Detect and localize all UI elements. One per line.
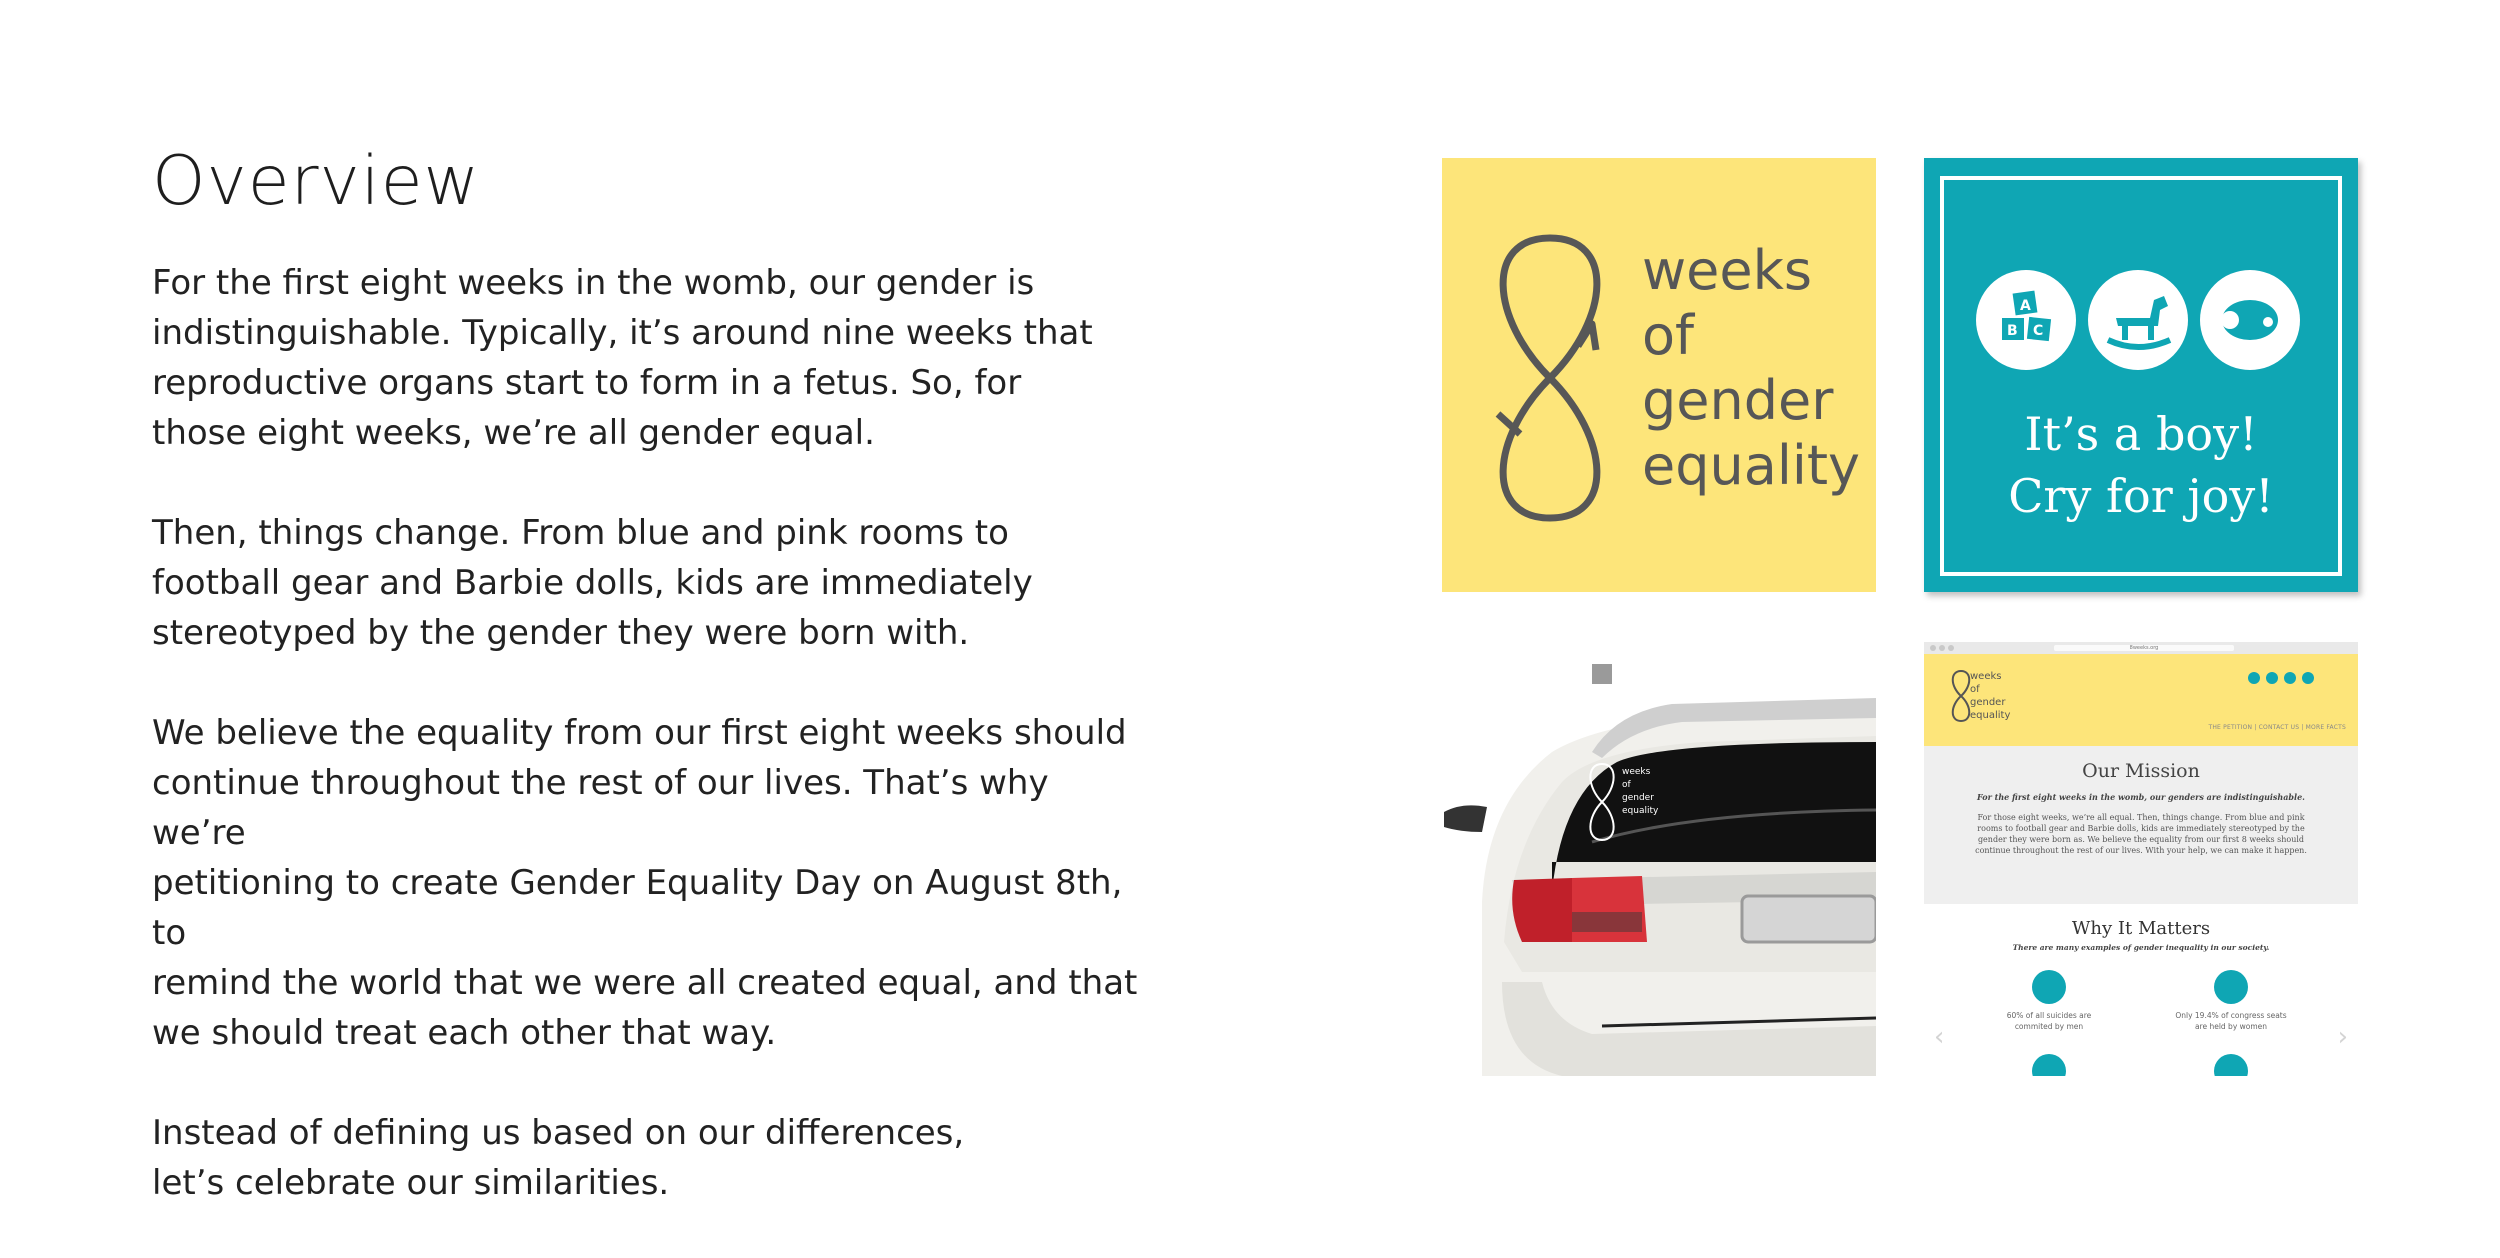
rocking-horse-icon — [2088, 270, 2188, 370]
matters-title: Why It Matters — [2071, 918, 2211, 939]
page-title: Overview — [152, 142, 481, 221]
carousel-next-icon: › — [2337, 1022, 2348, 1052]
onesie-print-tile — [1924, 158, 2358, 592]
twitter-icon — [2266, 672, 2278, 684]
site-header — [1924, 654, 2358, 746]
logo-wordmark — [1642, 238, 1860, 498]
abc-blocks-icon — [1976, 270, 2076, 370]
address-bar: 8weeks.org — [2054, 645, 2234, 651]
decal-line: equality — [1622, 806, 1659, 816]
briefcase-icon — [2214, 1054, 2248, 1076]
why-it-matters-section — [1924, 904, 2358, 1076]
gavel-icon — [2214, 970, 2248, 1004]
overview-section — [152, 140, 1152, 1258]
window-control-icon — [1939, 645, 1945, 651]
slogan-line-2: Cry for joy! — [2008, 469, 2274, 523]
onesie-slogan — [1924, 403, 2358, 527]
matters-subtitle: There are many examples of gender inequality in our society. — [2012, 943, 2270, 952]
decal-line: of — [1622, 780, 1631, 790]
site-logo-wordmark — [1970, 670, 2010, 722]
svg-text:B: B — [2007, 323, 2018, 339]
pacifier-icon — [2200, 270, 2300, 370]
logo-tile — [1442, 158, 1876, 592]
site-logo-line: weeks — [1970, 671, 2002, 682]
mission-body: For those eight weeks, we’re all equal. Then, things change. From blue and pink rooms to football gear and Barbie dolls, kids are immediately stereotyped by the gender they were born as. We believe the equality from our first 8 weeks should continue throughout the rest of our lives. With your help, we can make it happen. — [1975, 813, 2307, 855]
figure-eight-arrow-icon — [1480, 228, 1620, 528]
stat-text: Only 19.4% of congress seats are held by women — [2175, 1011, 2287, 1031]
logo-line: weeks — [1642, 239, 1813, 302]
overview-paragraph-3: We believe the equality from our first eight weeks should continue throughout the rest of our lives. That’s why we’re petitioning to create Gender Equality Day on August 8th, to remind the world that we were all created equal, and that we should treat each other that way. — [152, 713, 1138, 1053]
mission-title: Our Mission — [2082, 760, 2200, 782]
logo-line: equality — [1642, 434, 1860, 497]
carousel-prev-icon: ‹ — [1934, 1022, 1945, 1052]
window-control-icon — [1930, 645, 1936, 651]
website-mockup-tile — [1924, 642, 2358, 1076]
overview-paragraph-2: Then, things change. From blue and pink rooms to football gear and Barbie dolls, kids are immediately stereotyped by the gender they were born with. — [152, 513, 1033, 653]
facebook-icon — [2248, 672, 2260, 684]
site-logo-line: gender — [1970, 697, 2006, 708]
site-logo-line: equality — [1970, 710, 2011, 721]
svg-text:C: C — [2033, 323, 2044, 339]
logo-line: of — [1642, 304, 1695, 367]
heart-icon — [2032, 970, 2066, 1004]
dollar-icon — [2032, 1054, 2066, 1076]
site-nav: THE PETITION | CONTACT US | MORE FACTS — [2208, 724, 2346, 731]
svg-text:A: A — [2020, 298, 2031, 314]
mission-section — [1924, 746, 2358, 904]
car-decal-tile — [1442, 642, 1876, 1076]
site-logo-line: of — [1970, 684, 1980, 695]
stat-text: 60% of all suicides are commited by men — [2006, 1011, 2092, 1031]
window-control-icon — [1948, 645, 1954, 651]
mission-lead: For the first eight weeks in the womb, our genders are indistinguishable. — [1977, 792, 2305, 802]
logo-line: gender — [1642, 369, 1834, 432]
baby-icons-row — [1976, 270, 2306, 370]
overview-paragraph-4: Instead of defining us based on our differences, let’s celebrate our similarities. — [152, 1113, 965, 1203]
overview-paragraph-1: For the first eight weeks in the womb, our gender is indistinguishable. Typically, it’s around nine weeks that reproductive organs start to form in a fetus. So, for those eight weeks, we’re all gender equal. — [152, 263, 1093, 453]
site-logo-icon — [1950, 668, 1972, 724]
car-rear-image — [1442, 642, 1876, 1076]
slogan-line-1: It’s a boy! — [2024, 407, 2258, 461]
youtube-icon — [2302, 672, 2314, 684]
decal-line: weeks — [1622, 767, 1651, 777]
decal-line: gender — [1622, 793, 1654, 803]
instagram-icon — [2284, 672, 2296, 684]
